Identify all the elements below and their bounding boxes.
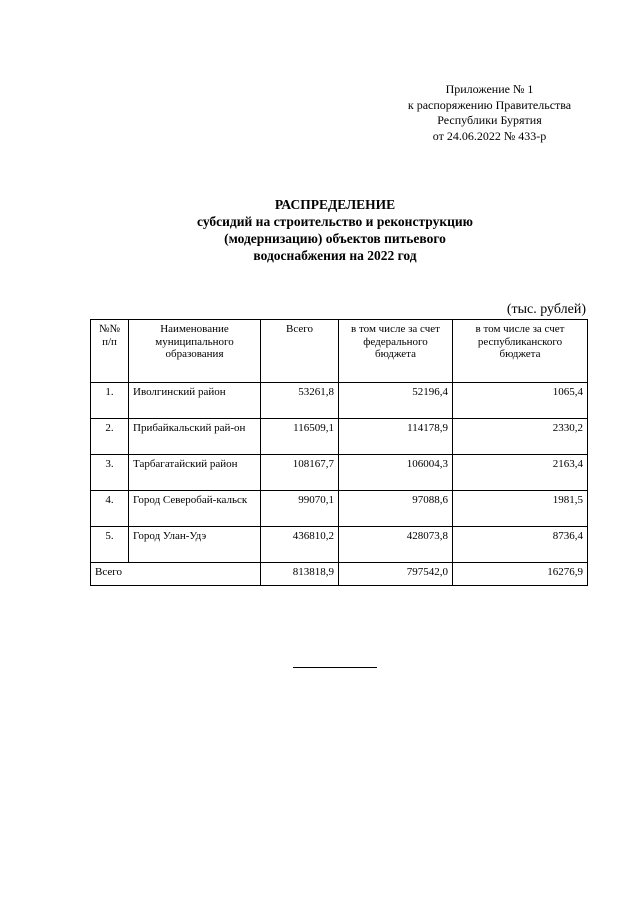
row-name: Город Северобай-кальск: [129, 491, 261, 527]
row-num: 1.: [91, 383, 129, 419]
row-name: Город Улан-Удэ: [129, 527, 261, 563]
row-republic: 2330,2: [453, 419, 588, 455]
row-total: 436810,2: [261, 527, 339, 563]
row-num: 5.: [91, 527, 129, 563]
header-republic: в том числе за счет республиканского бюджета: [453, 320, 588, 383]
title-line-1: РАСПРЕДЕЛЕНИЕ: [274, 197, 396, 212]
header-name: Наименование муниципального образования: [129, 320, 261, 383]
row-federal: 52196,4: [339, 383, 453, 419]
row-republic: 1065,4: [453, 383, 588, 419]
row-total: 53261,8: [261, 383, 339, 419]
row-federal: 428073,8: [339, 527, 453, 563]
row-federal: 114178,9: [339, 419, 453, 455]
row-name: Иволгинский район: [129, 383, 261, 419]
document-title: [140, 196, 530, 264]
row-total: 116509,1: [261, 419, 339, 455]
table-row: [91, 455, 588, 491]
appendix-line-4: от 24.06.2022 № 433-р: [432, 128, 547, 143]
row-total: 99070,1: [261, 491, 339, 527]
table-row: [91, 527, 588, 563]
row-name: Тарбагатайский район: [129, 455, 261, 491]
appendix-line-1: Приложение № 1: [445, 82, 534, 96]
appendix-block: [392, 82, 587, 144]
header-total: Всего: [261, 320, 339, 383]
units-label: (тыс. рублей): [506, 302, 586, 317]
row-num: 2.: [91, 419, 129, 455]
row-federal: 106004,3: [339, 455, 453, 491]
row-republic: 2163,4: [453, 455, 588, 491]
row-total: 108167,7: [261, 455, 339, 491]
row-republic: 1981,5: [453, 491, 588, 527]
total-federal: 797542,0: [339, 563, 453, 586]
header-federal: в том числе за счет федерального бюджета: [339, 320, 453, 383]
total-label: Всего: [91, 563, 261, 586]
table-row: [91, 491, 588, 527]
row-num: 4.: [91, 491, 129, 527]
title-line-3: (модернизацию) объектов питьевого: [224, 231, 446, 246]
end-divider: [293, 667, 377, 668]
total-republic: 16276,9: [453, 563, 588, 586]
table-row: [91, 383, 588, 419]
row-name: Прибайкальский рай-он: [129, 419, 261, 455]
table-row: [91, 419, 588, 455]
title-line-4: водоснабжения на 2022 год: [253, 248, 417, 263]
table-header-row: [91, 320, 588, 383]
appendix-line-3: Республики Бурятия: [437, 113, 542, 127]
header-num: №№ п/п: [91, 320, 129, 383]
appendix-line-2: к распоряжению Правительства: [407, 97, 572, 112]
table-total-row: [91, 563, 588, 586]
subsidy-table: [90, 319, 588, 586]
row-num: 3.: [91, 455, 129, 491]
row-federal: 97088,6: [339, 491, 453, 527]
total-sum: 813818,9: [261, 563, 339, 586]
row-republic: 8736,4: [453, 527, 588, 563]
title-line-2: субсидий на строительство и реконструкцию: [197, 214, 473, 229]
